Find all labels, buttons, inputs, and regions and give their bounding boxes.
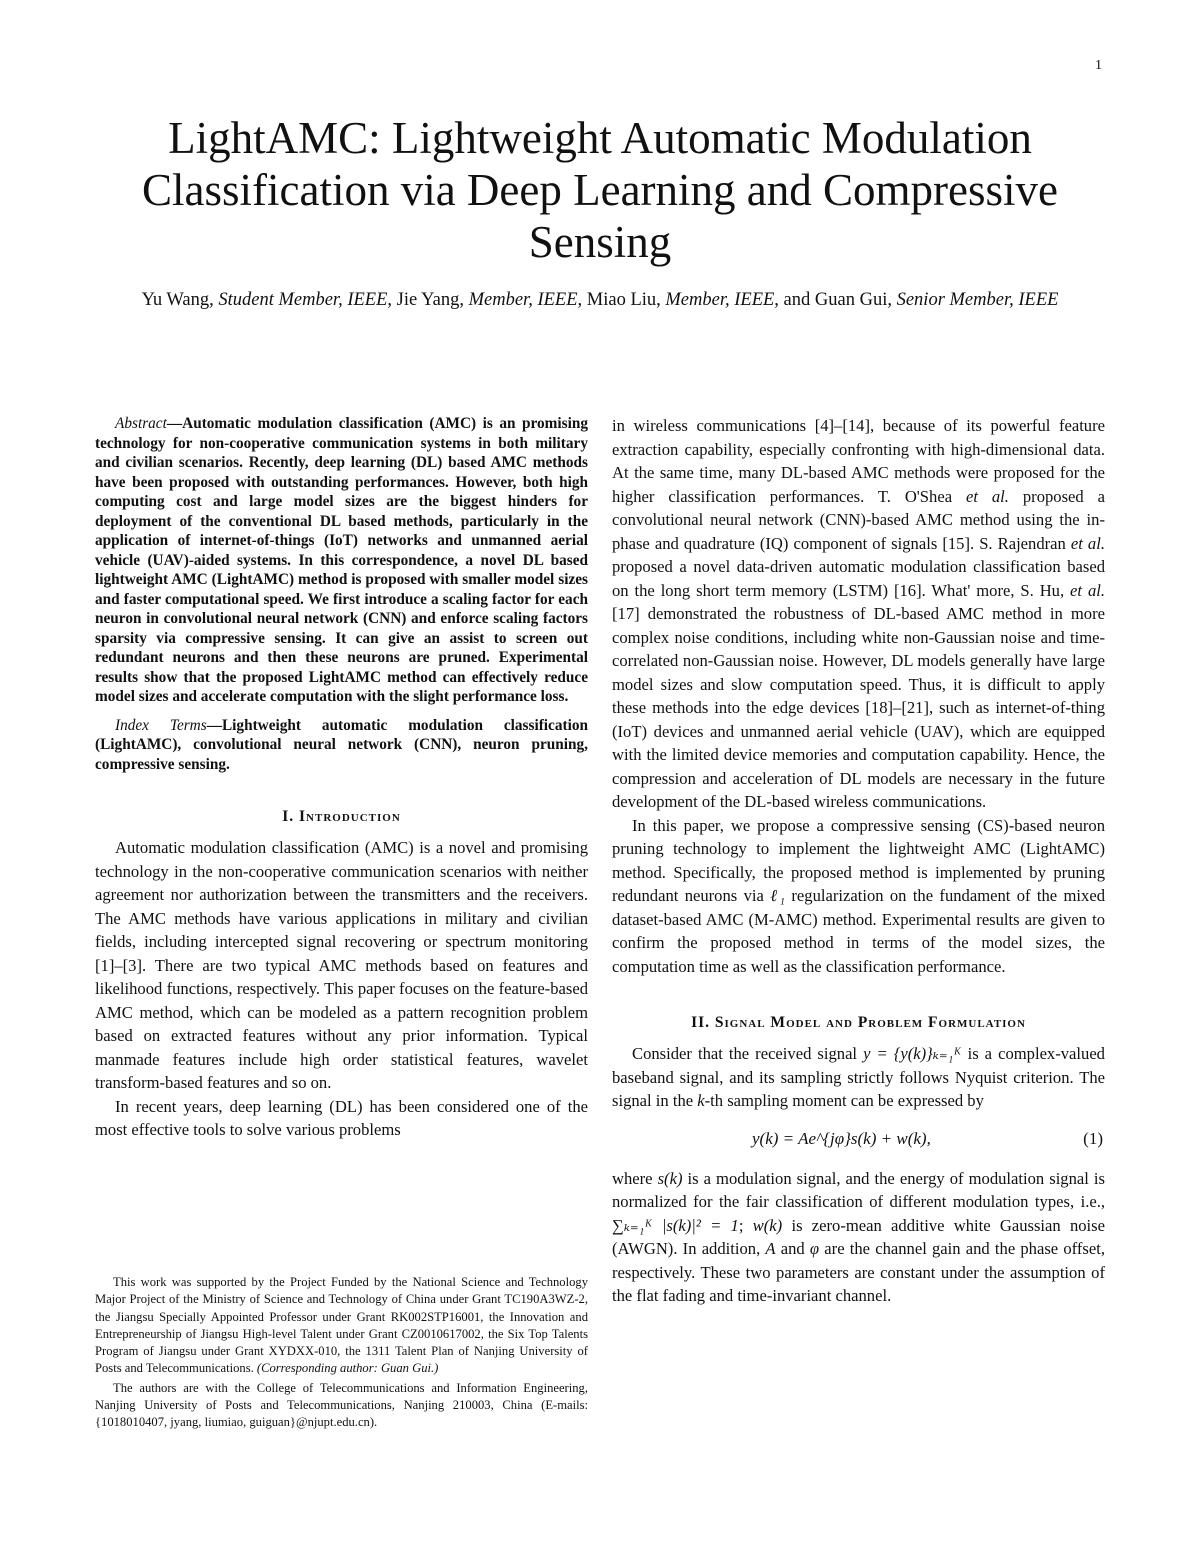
section-heading-signal-model: II. Signal Model and Problem Formulation	[691, 1014, 1026, 1031]
math-energy-sum: ∑ₖ₌₁ᴷ |s(k)|² = 1	[612, 1215, 739, 1235]
math-w-k: w(k)	[752, 1215, 783, 1235]
text-run: In this paper, we propose a compressive sensing (CS)-based neuron pruning technology to implement the lightweight AMC (LightAMC) method. Specifically, the proposed method is implemented by pruning redundant neurons via	[612, 815, 1105, 905]
text-run: are the channel gain and the phase offset, respectively. These two parameters are constant under the assumption of the flat fading and time-invariant channel.	[612, 1239, 1105, 1305]
text-run: regularization on the fundament of the mixed dataset-based AMC (M-AMC) method. Experimental results are given to confirm the proposed method in terms of the model sizes, the computation time as well as the classification performance.	[612, 886, 1105, 976]
signal-model-paragraph-1	[612, 1042, 1105, 1113]
intro-paragraph-2: In recent years, deep learning (DL) has been considered one of the most effective tools to solve various problems	[95, 1096, 588, 1139]
left-column	[95, 414, 588, 1142]
text-run: -th sampling moment can be expressed by	[704, 1091, 984, 1110]
author-membership: Student Member, IEEE	[218, 290, 388, 310]
author-name: , Miao Liu,	[577, 290, 666, 310]
signal-model-paragraph-2	[612, 1167, 1105, 1308]
equation-1	[612, 1123, 1105, 1155]
text-run: is zero-mean additive white Gaussian noise (AWGN). In addition,	[612, 1215, 1105, 1258]
et-al: et al.	[965, 486, 1009, 506]
et-al: et al.	[1070, 533, 1105, 553]
right-column	[612, 414, 1105, 1308]
page-number: 1	[1095, 58, 1102, 73]
index-terms-label: Index Terms	[115, 716, 207, 734]
text-run: Consider that the received signal	[632, 1044, 864, 1063]
footnotes	[95, 1274, 588, 1432]
author-list	[140, 288, 1060, 313]
math-k: k	[697, 1091, 705, 1110]
equation-body: y(k) = Ae^{jφ}s(k) + w(k),	[752, 1128, 931, 1148]
text-run: and	[775, 1239, 810, 1258]
equation-number: (1)	[1083, 1128, 1103, 1148]
author-membership: Senior Member, IEEE	[896, 290, 1059, 310]
author-membership: Member, IEEE	[468, 290, 578, 310]
text-run: is a complex-valued baseband signal, and its sampling strictly follows Nyquist criterion. The signal in the	[612, 1044, 1105, 1110]
math-phi: φ	[809, 1239, 820, 1258]
text-run: proposed a convolutional neural network (CNN)-based AMC method using the in-phase and quadrature (IQ) component of signals [15]. S. Rajendran	[612, 486, 1105, 553]
l1-norm-symbol: ℓ₁	[770, 886, 786, 905]
intro-paragraph-2-continued	[612, 414, 1105, 814]
author-name: Yu Wang,	[141, 290, 219, 310]
author-membership: Member, IEEE	[665, 290, 775, 310]
intro-paragraph-1: Automatic modulation classification (AMC) is a novel and promising technology in the non-cooperative communication scenarios with neither agreement nor authorization between the transmitters and the receivers. The AMC methods have various applications in military and civilian fields, including intercepted signal recovering or spectrum monitoring [1]–[3]. There are two typical AMC methods based on features and likelihood functions, respectively. This paper focuses on the feature-based AMC method, which can be modeled as a pattern recognition problem based on extracted features without any prior information. Typical manmade features include high order statistical features, wavelet transform-based features and so on.	[95, 838, 588, 1092]
text-run: ;	[738, 1215, 753, 1235]
affiliation-footnote: The authors are with the College of Telecommunications and Information Engineering, Nanjing University of Posts and Telecommunications, Nanjing 210003, China (E-mails: {1018010407, jyang, liumiao, guiguan}@njupt.edu.cn).	[95, 1380, 588, 1430]
math-s-k: s(k)	[657, 1168, 683, 1188]
et-al: et al.	[1070, 580, 1105, 600]
index-terms	[95, 716, 588, 775]
funding-footnote	[95, 1274, 588, 1378]
math-a: A	[765, 1239, 776, 1258]
text-run: in wireless communications [4]–[14], because of its powerful feature extraction capability, especially confronting with high-dimensional data. At the same time, many DL-based AMC methods were proposed for the higher classification performances. T. O'Shea	[612, 416, 1105, 506]
text-run: where	[612, 1168, 658, 1188]
paper-title: LightAMC: Lightweight Automatic Modulation Classification via Deep Learning and Compressive Sensing	[142, 113, 1058, 267]
abstract-label: Abstract	[115, 415, 167, 432]
author-name: , Jie Yang,	[387, 290, 469, 310]
text-run: is a modulation signal, and the energy of modulation signal is normalized for the fair classification of different modulation types, i.e.,	[612, 1168, 1105, 1211]
abstract	[95, 414, 588, 707]
funding-text: This work was supported by the Project Funded by the National Science and Technology Major Project of the Ministry of Science and Technology of China under Grant TC190A3WZ-2, the Jiangsu Specially Appointed Professor under Grant RK002STP16001, the Innovation and Entrepreneurship of Jiangsu High-level Talent under Grant CZ0010617002, the Six Top Talents Program of Jiangsu under Grant XYDXX-010, the 1311 Talent Plan of Nanjing University of Posts and Telecommunications.	[95, 1275, 588, 1376]
section-heading-introduction: I. Introduction	[282, 808, 401, 825]
index-terms-text: —Lightweight automatic modulation classification (LightAMC), convolutional neural network (CNN), neuron pruning, compressive sensing.	[95, 716, 588, 773]
intro-paragraph-3	[612, 814, 1105, 979]
corresponding-author: (Corresponding author: Guan Gui.)	[256, 1361, 439, 1376]
author-name: , and Guan Gui,	[774, 290, 897, 310]
text-run: [17] demonstrated the robustness of DL-based AMC method in more complex noise conditions, including white non-Gaussian noise and time-correlated non-Gaussian noise. However, DL models generally have large model sizes and slow computation speed. Thus, it is difficult to apply these methods into the edge devices [18]–[21], such as internet-of-thing (IoT) devices and unmanned aerial vehicle (UAV), which are equipped with the limited device memories and computation capability. Hence, the compression and acceleration of DL models are necessary in the future development of the DL-based wireless communications.	[612, 604, 1105, 811]
text-run: proposed a novel data-driven automatic modulation classification based on the long short term memory (LSTM) [16]. What' more, S. Hu,	[612, 557, 1105, 600]
abstract-text: —Automatic modulation classification (AMC) is an promising technology for non-cooperative communication systems in both military and civilian scenarios. Recently, deep learning (DL) based AMC methods have been proposed with outstanding performances. However, both high computing cost and large model sizes are the biggest hinders for deployment of the conventional DL based methods, particularly in the application of internet-of-things (IoT) networks and unmanned aerial vehicle (UAV)-aided systems. In this correspondence, a novel DL based lightweight AMC (LightAMC) method is proposed with smaller model sizes and faster computational speed. We first introduce a scaling factor for each neuron in convolutional neural network (CNN) and enforce scaling factors sparsity via compressive sensing. It can give an assist to screen out redundant neurons and then these neurons are pruned. Experimental results show that the proposed LightAMC method can effectively reduce model sizes and accelerate computation with the slight performance loss.	[95, 415, 588, 705]
math-received-signal: y = {y(k)}ₖ₌₁ᴷ	[863, 1044, 962, 1063]
